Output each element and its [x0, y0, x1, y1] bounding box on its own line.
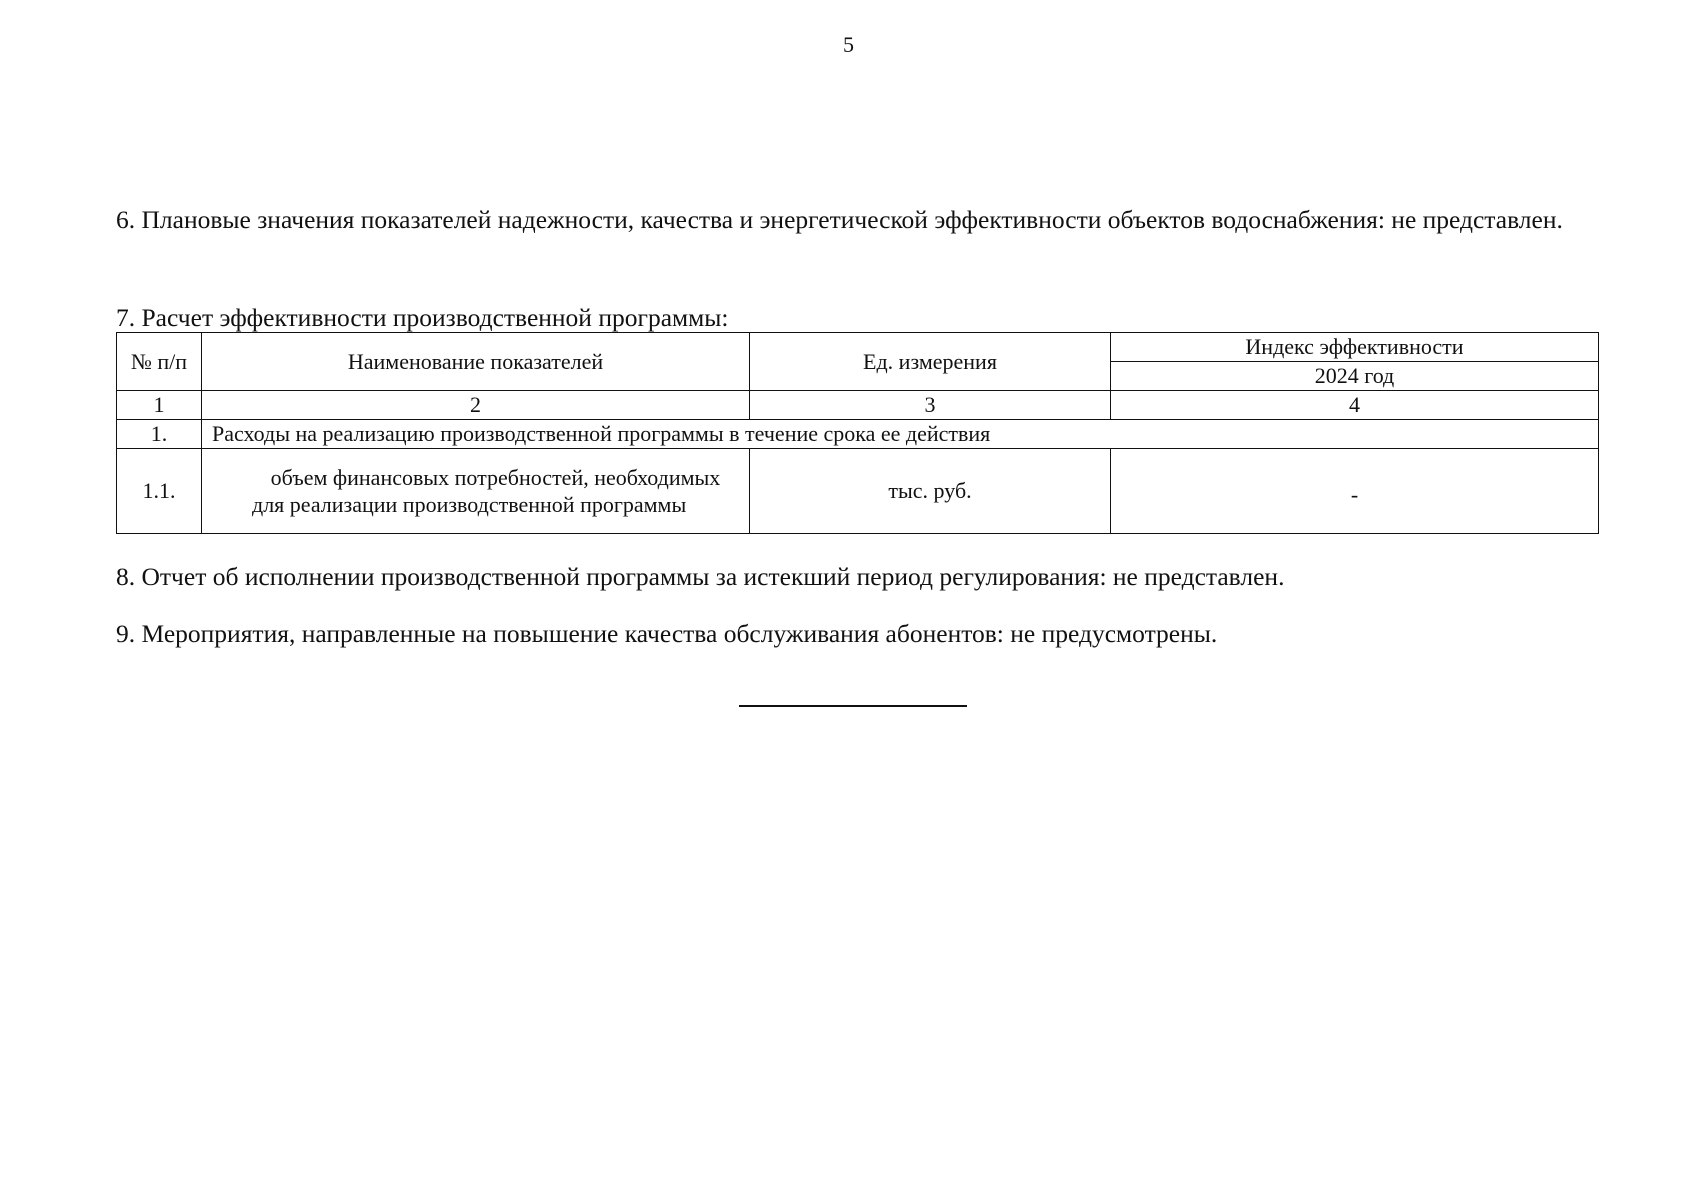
- row-section-text: Расходы на реализацию производственной программы в течение срока ее действия: [202, 420, 1599, 449]
- column-number: 2: [202, 391, 750, 420]
- column-number: 1: [117, 391, 202, 420]
- section-8-paragraph: 8. Отчет об исполнении производственной программы за истекший период регулирования: не представлен.: [116, 562, 1285, 591]
- section-6-paragraph: 6. Плановые значения показателей надежности, качества и энергетической эффективности объектов водоснабжения: не представлен.: [116, 205, 1563, 234]
- row-num: 1.: [117, 420, 202, 449]
- section-9-paragraph: 9. Мероприятия, направленные на повышение качества обслуживания абонентов: не предусмотрены.: [116, 619, 1218, 648]
- table-column-numbers-row: [117, 391, 1599, 420]
- row-num: 1.1.: [117, 449, 202, 534]
- header-index: Индекс эффективности: [1111, 333, 1599, 362]
- header-num: № п/п: [117, 333, 202, 391]
- row-indicator-name: объем финансовых потребностей, необходимых для реализации производственной программы: [202, 449, 750, 534]
- table-header-row: [117, 333, 1599, 362]
- column-number: 3: [750, 391, 1111, 420]
- section-7-title: 7. Расчет эффективности производственной программы:: [116, 303, 729, 332]
- table-row: [117, 449, 1599, 534]
- row-unit: тыс. руб.: [750, 449, 1111, 534]
- column-number: 4: [1111, 391, 1599, 420]
- closing-rule: [739, 705, 967, 707]
- efficiency-table: [116, 332, 1599, 534]
- header-name: Наименование показателей: [202, 333, 750, 391]
- row-value: -: [1111, 449, 1599, 534]
- header-unit: Ед. измерения: [750, 333, 1111, 391]
- page-number: 5: [843, 32, 854, 57]
- table-row: [117, 420, 1599, 449]
- header-year: 2024 год: [1111, 362, 1599, 391]
